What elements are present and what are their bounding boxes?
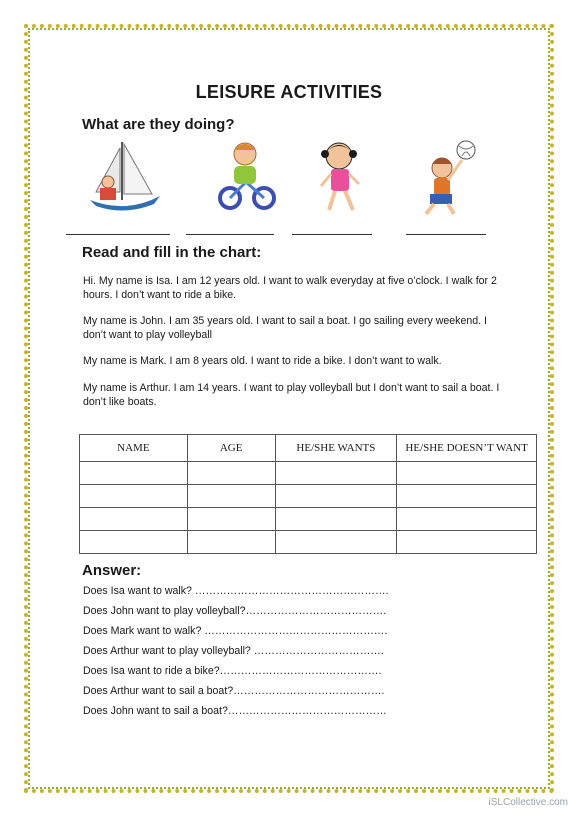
question-item: Does Isa want to ride a bike?………………………………………. <box>83 665 382 677</box>
question-item: Does John want to sail a boat?……………………………………… <box>83 705 387 717</box>
question-item: Does Mark want to walk? ……………………………………………. <box>83 625 388 637</box>
chart-cell[interactable] <box>275 485 397 508</box>
chart-cell[interactable] <box>80 531 188 554</box>
answer-blank-4[interactable] <box>406 234 486 235</box>
paragraph-isa: Hi. My name is Isa. I am 12 years old. I want to walk everyday at five o’clock. I walk for 2 hours. I don’t want to ride a bike. <box>83 275 497 301</box>
answer-blank-1[interactable] <box>66 234 170 235</box>
chart-cell[interactable] <box>275 531 397 554</box>
chart-row <box>80 462 537 485</box>
question-item: Does Isa want to walk? ………………………………………………. <box>83 585 389 597</box>
chart-cell[interactable] <box>80 508 188 531</box>
chart-cell[interactable] <box>275 462 397 485</box>
reading-section-heading: Read and fill in the chart: <box>82 244 262 261</box>
chart-row <box>80 485 537 508</box>
chart-cell[interactable] <box>80 485 188 508</box>
answer-section-heading: Answer: <box>82 562 142 579</box>
chart-header-row <box>80 435 537 462</box>
chart-cell[interactable] <box>187 485 275 508</box>
chart-cell[interactable] <box>275 508 397 531</box>
chart-cell[interactable] <box>187 508 275 531</box>
chart-cell[interactable] <box>397 485 537 508</box>
fill-in-chart <box>79 434 537 554</box>
question-item: Does Arthur want to sail a boat?……………………………………. <box>83 685 385 697</box>
worksheet-title: LEISURE ACTIVITIES <box>195 82 383 102</box>
chart-header-age: AGE <box>187 435 275 462</box>
walking-girl-image <box>295 138 387 218</box>
picture-section-heading: What are they doing? <box>82 116 235 133</box>
chart-header-wants: HE/SHE WANTS <box>275 435 397 462</box>
paragraph-mark: My name is Mark. I am 8 years old. I want to ride a bike. I don’t want to walk. <box>83 355 442 367</box>
chart-cell[interactable] <box>397 531 537 554</box>
question-item: Does John want to play volleyball?…………………………………. <box>83 605 387 617</box>
paragraph-arthur: My name is Arthur. I am 14 years. I want to play volleyball but I don’t want to sail a boat. I don’t like boats. <box>83 382 500 408</box>
chart-cell[interactable] <box>397 462 537 485</box>
chart-header-doesnt-want: HE/SHE DOESN’T WANT <box>397 435 537 462</box>
answer-blank-3[interactable] <box>292 234 372 235</box>
chart-cell[interactable] <box>187 462 275 485</box>
chart-row <box>80 508 537 531</box>
activity-pictures <box>70 138 530 238</box>
question-item: Does Arthur want to play volleyball? ………………………………. <box>83 645 384 657</box>
chart-cell[interactable] <box>80 462 188 485</box>
site-watermark: iSLCollective.com <box>488 797 568 808</box>
sailing-boat-image <box>80 138 172 218</box>
playing-volleyball-image <box>410 138 502 218</box>
chart-header-name: NAME <box>80 435 188 462</box>
chart-cell[interactable] <box>397 508 537 531</box>
chart-cell[interactable] <box>187 531 275 554</box>
paragraph-john: My name is John. I am 35 years old. I want to sail a boat. I go sailing every weekend. I don’t want to play volleyball <box>83 315 487 341</box>
riding-bike-image <box>200 138 292 218</box>
chart-row <box>80 531 537 554</box>
answer-blank-2[interactable] <box>186 234 274 235</box>
